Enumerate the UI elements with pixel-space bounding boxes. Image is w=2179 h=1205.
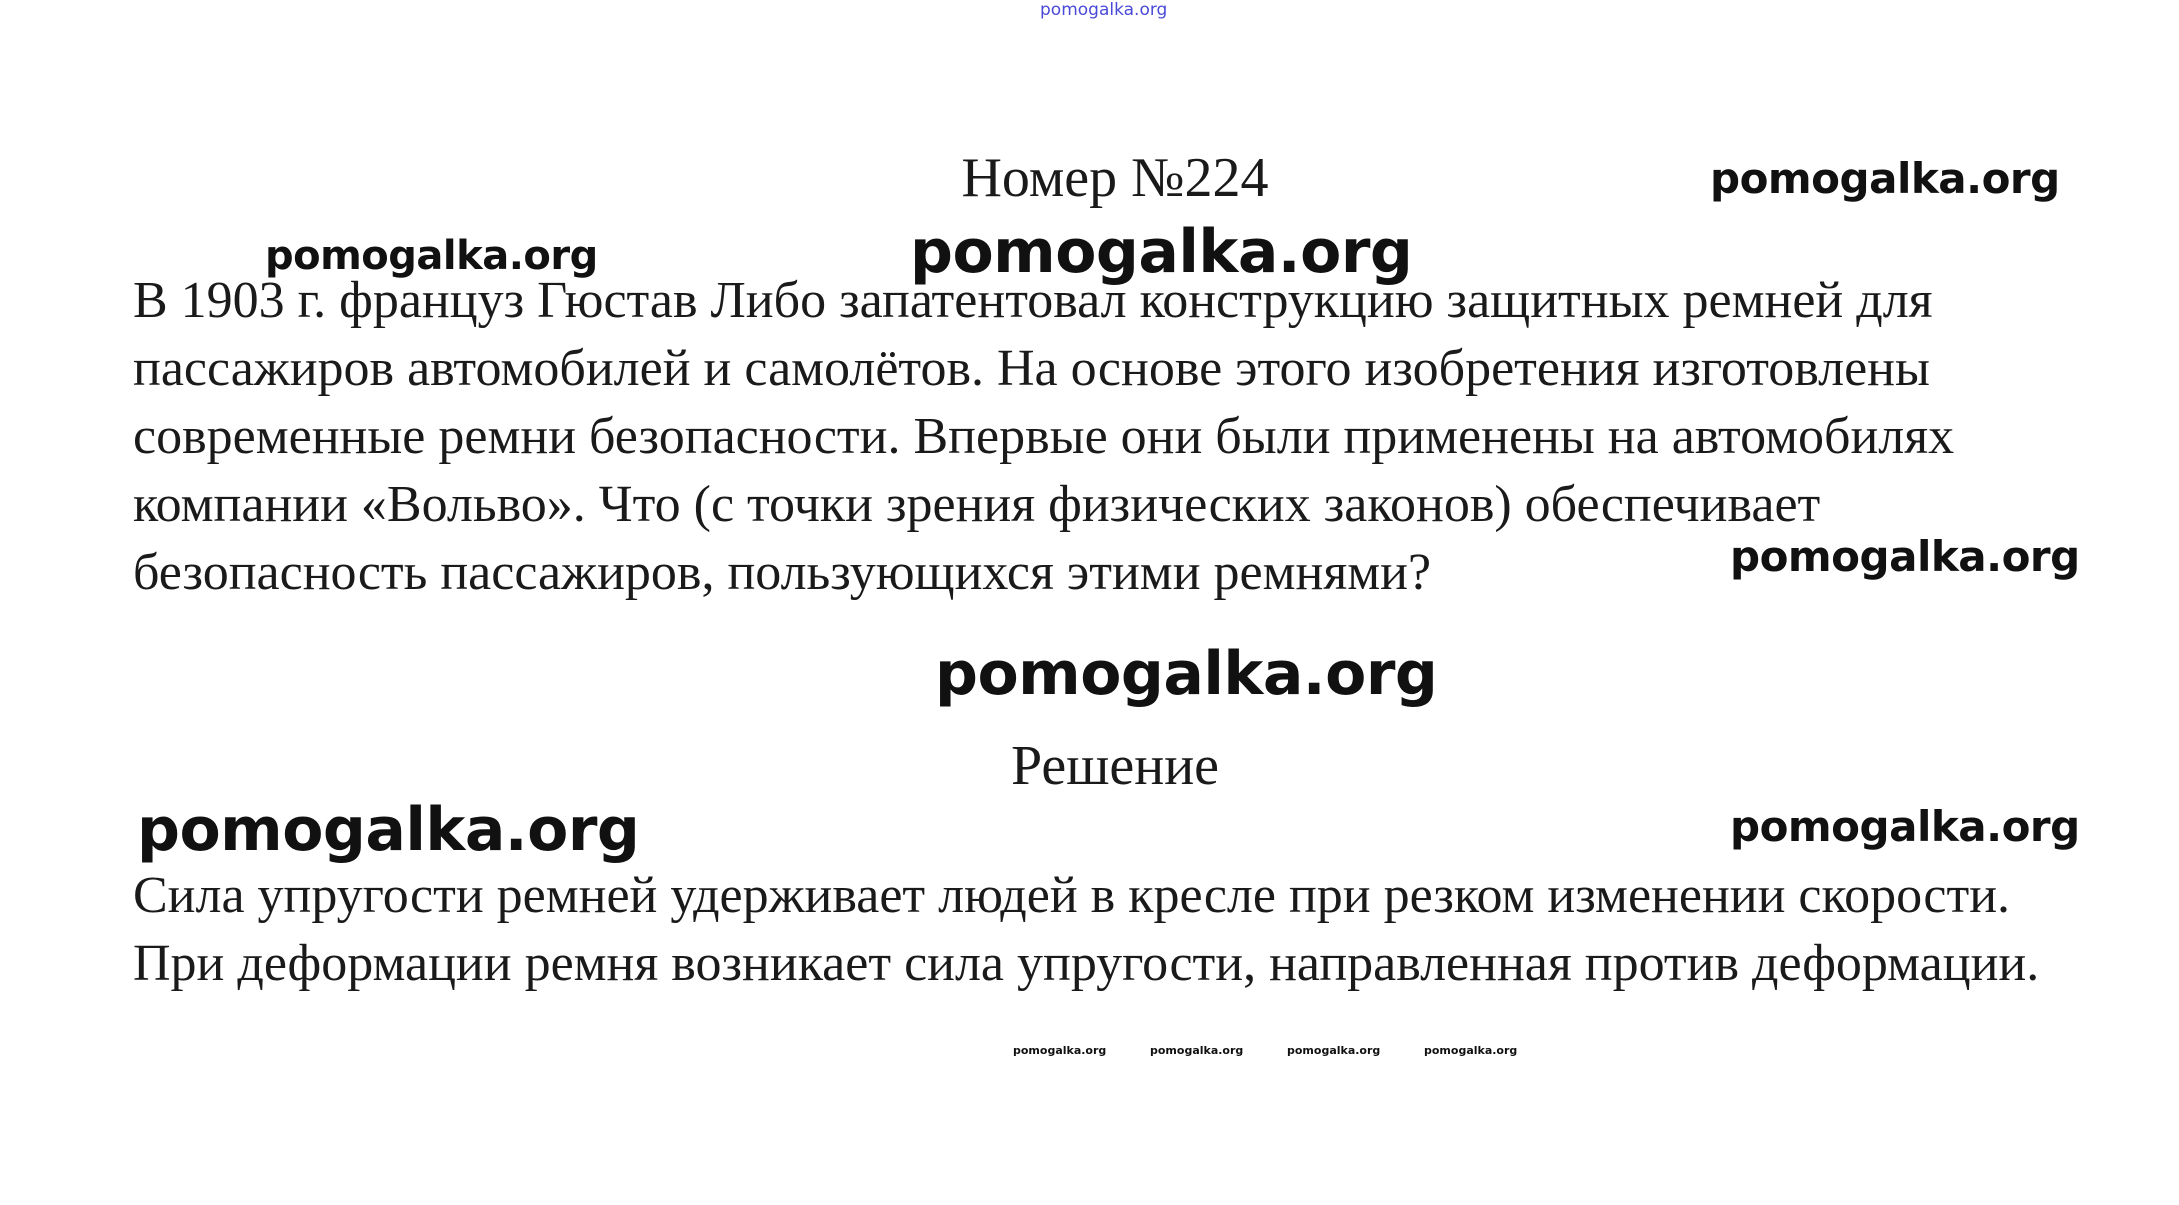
solution-heading: Решение [1010,735,1220,797]
footer-watermark: pomogalka.org [1287,1044,1381,1057]
footer-watermark: pomogalka.org [1424,1044,1518,1057]
watermark: pomogalka.org [137,795,640,865]
watermark: pomogalka.org [910,217,1413,287]
footer-watermark: pomogalka.org [1150,1044,1244,1057]
watermark: pomogalka.org [1730,802,2080,851]
footer-watermark: pomogalka.org [1013,1044,1107,1057]
watermark: pomogalka.org [1730,532,2080,581]
watermark: pomogalka.org [935,639,1438,709]
header-watermark: pomogalka.org [1040,0,1168,20]
question-text: В 1903 г. француз Гюстав Либо запатентовал конструкцию защитных ремней для пассажиров автомобилей и самолётов. На основе этого изобретения изготовлены современные ремни безопасности. Впервые они были применены на автомобилях компании «Вольво». Что (с точки зрения физических законов) обеспечивает безопасность пассажиров, пользующихся этими ремнями? [133,272,1955,601]
watermark: pomogalka.org [1710,154,2060,203]
watermark: pomogalka.org [265,233,598,279]
problem-title: Номер №224 [961,147,1269,209]
answer-text: Сила упругости ремней удерживает людей в кресле при резком изменении скорости. При деформации ремня возникает сила упругости, направленная против деформации. [133,867,2040,992]
